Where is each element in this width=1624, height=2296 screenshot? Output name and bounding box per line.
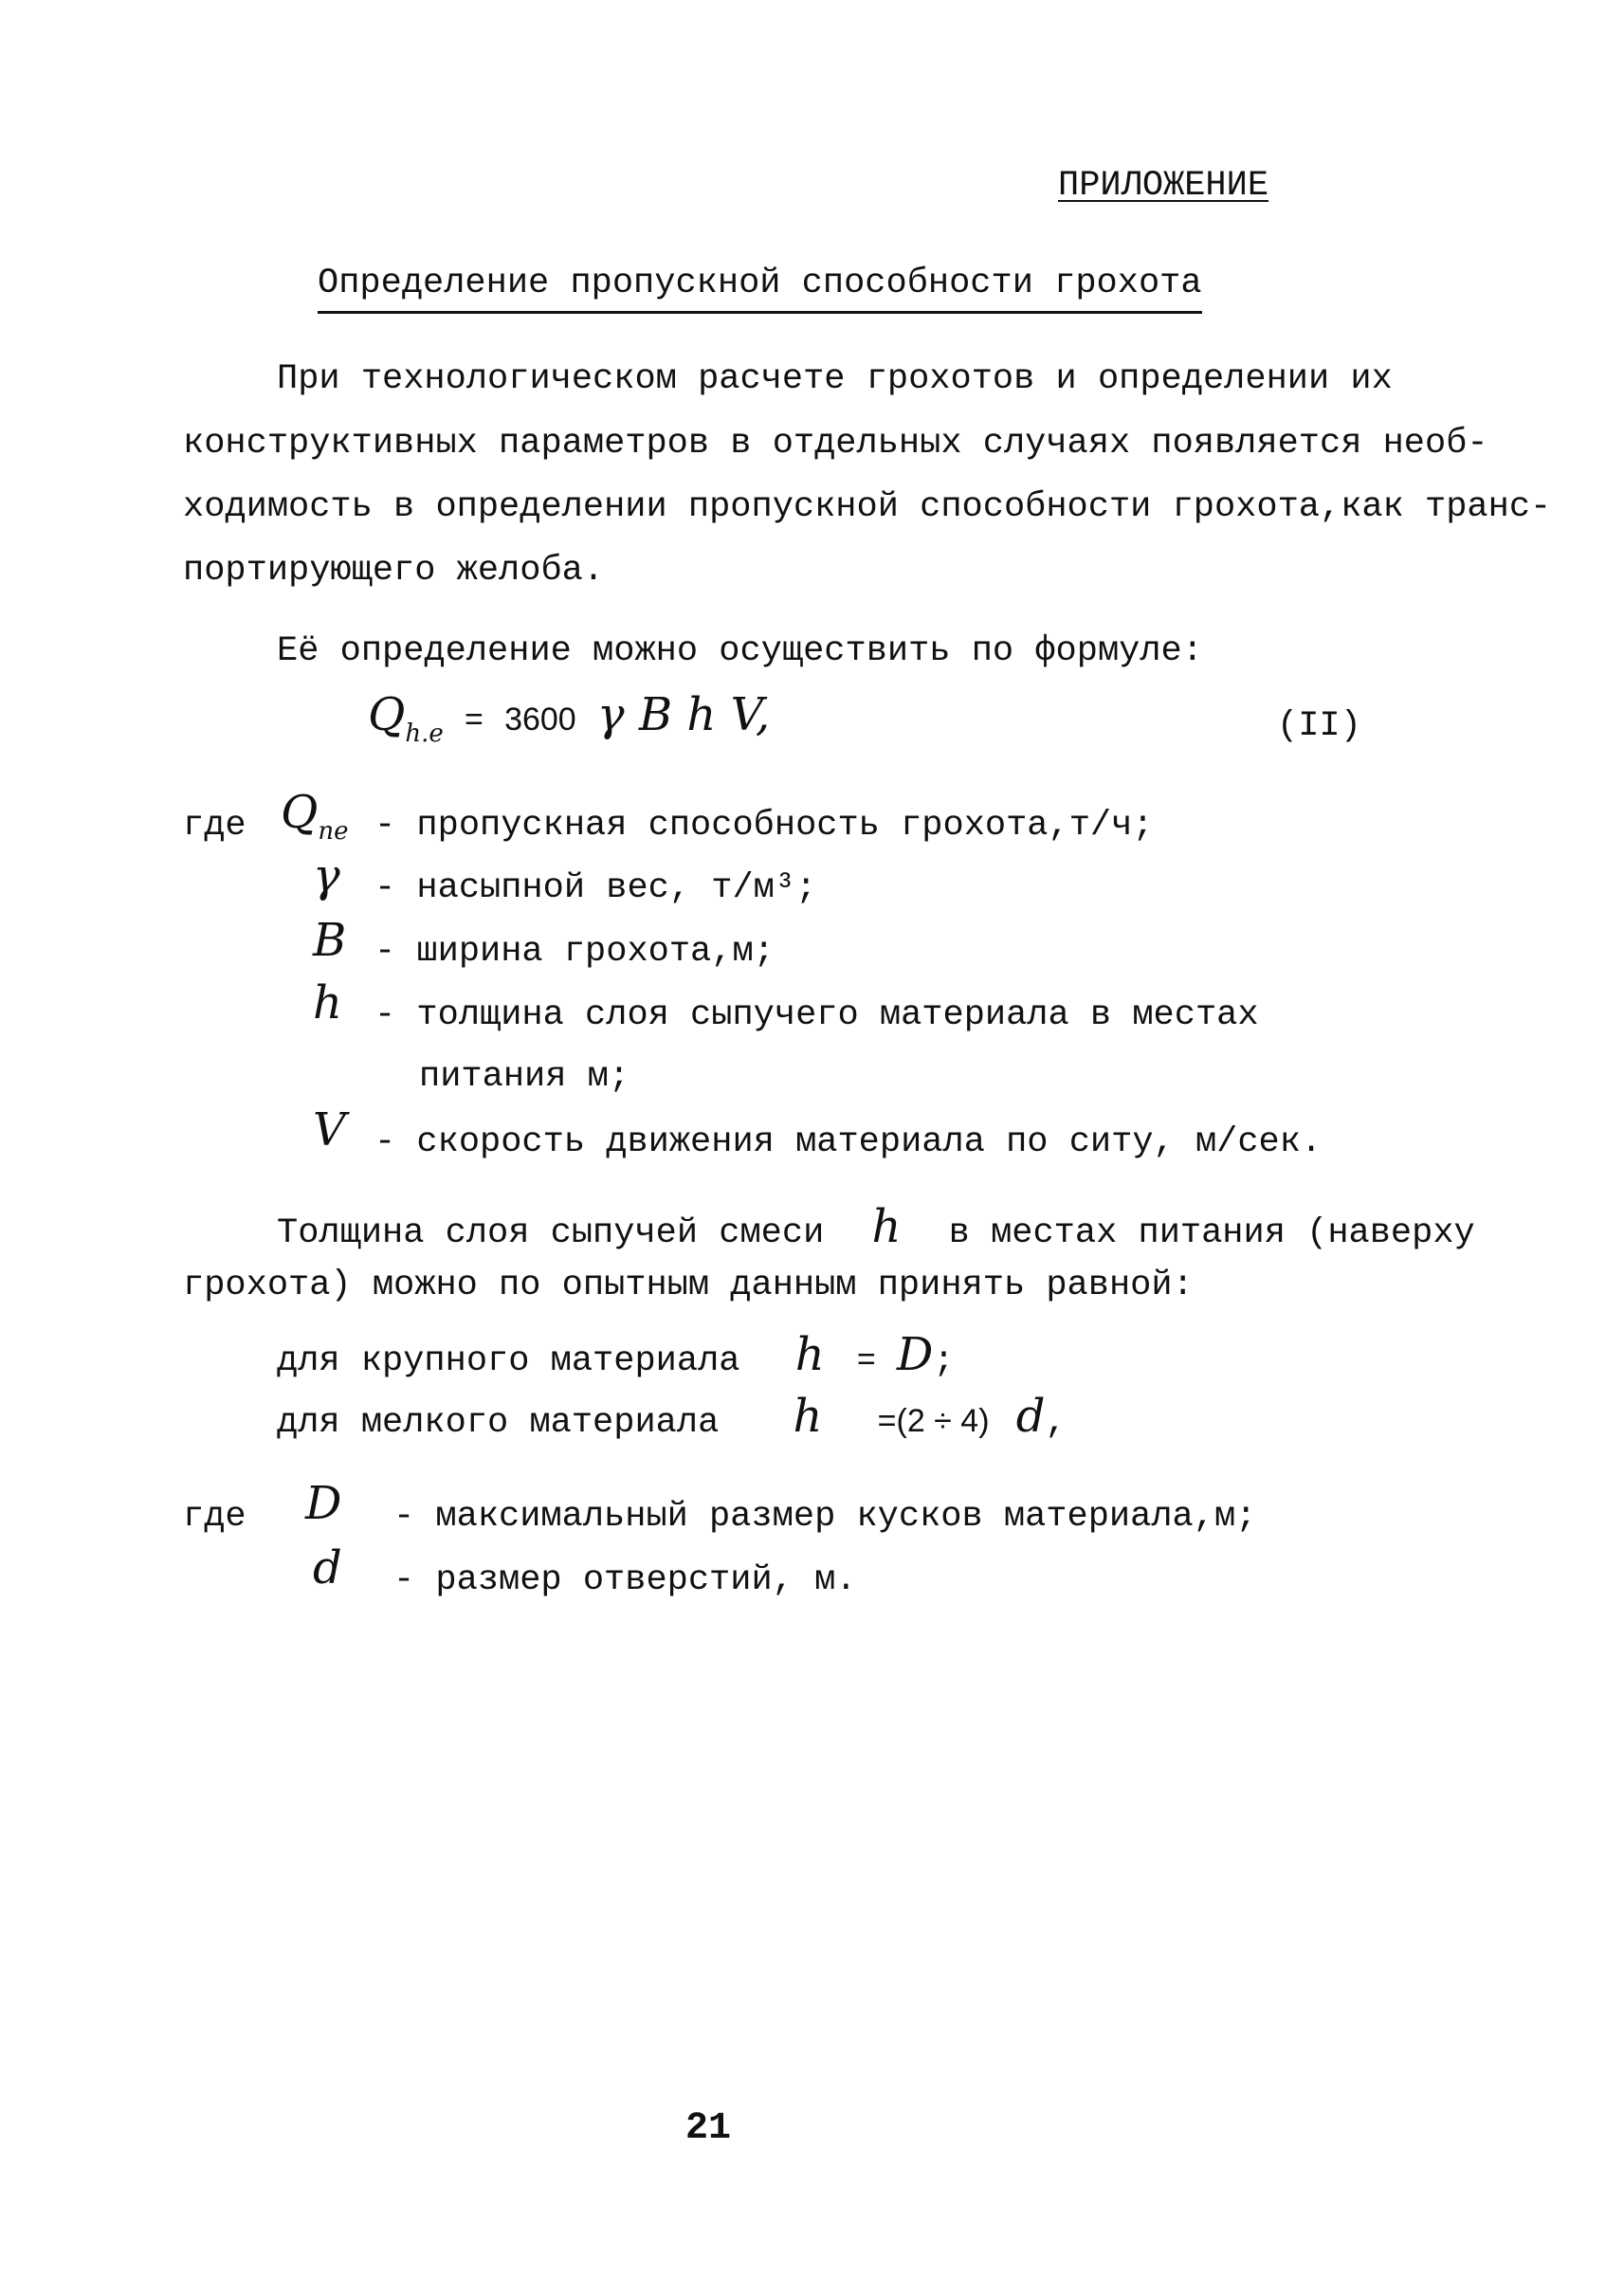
fine-value: d xyxy=(1015,1390,1046,1443)
formula-comma: , xyxy=(755,688,771,741)
layer-line-1 xyxy=(277,1200,1475,1253)
def-text-b: - ширина грохота,м; xyxy=(374,932,775,972)
def-symbol-b: B xyxy=(313,914,347,967)
def-text-gamma: - насыпной вес, т/м³; xyxy=(374,868,817,908)
formula-lhs-subscript: h.e xyxy=(405,720,444,748)
fine-end: , xyxy=(1045,1403,1067,1443)
def2-text-d-max: - максимальный размер кусков материала,м; xyxy=(393,1497,1257,1537)
def-symbol-h: h xyxy=(313,976,342,1030)
def-symbol-gamma: γ xyxy=(313,849,340,902)
layer-line-2: грохота) можно по опытным данным принять равной: xyxy=(183,1266,1194,1305)
def-symbol-v: V xyxy=(313,1103,346,1157)
coarse-label: для крупного материала xyxy=(277,1341,740,1381)
formula-intro: Её определение можно осуществить по формуле: xyxy=(277,631,1203,671)
def2-symbol-d-hole: d xyxy=(313,1541,342,1594)
def-text-q: - пропускная способность грохота,т/ч; xyxy=(374,806,1154,846)
layer-line-1-symbol: h xyxy=(871,1200,902,1253)
intro-line-1: При технологическом расчете грохотов и определении их xyxy=(277,359,1393,399)
formula-lhs-symbol: Q xyxy=(368,688,406,741)
coarse-value: D xyxy=(896,1328,934,1381)
fine-label: для мелкого материала xyxy=(277,1403,720,1443)
formula-number: (II) xyxy=(1277,706,1361,746)
def-text-h: - толщина слоя сыпучего материала в местах xyxy=(374,995,1259,1035)
intro-line-2: конструктивных параметров в отдельных случаях появляется необ- xyxy=(183,424,1488,464)
coarse-end: ; xyxy=(933,1341,955,1381)
coarse-equals: = xyxy=(856,1341,876,1377)
appendix-label: ПРИЛОЖЕНИЕ xyxy=(1058,166,1269,206)
fine-equals: =(2 ÷ 4) xyxy=(877,1403,990,1439)
coarse-symbol: h xyxy=(794,1328,825,1381)
fine-symbol: h xyxy=(793,1390,823,1443)
def2-symbol-d-max: D xyxy=(305,1477,342,1530)
intro-line-4: портирующего желоба. xyxy=(183,551,605,591)
formula-equals: = xyxy=(464,702,484,738)
fine-material-line xyxy=(277,1390,1067,1443)
formula-variables: γ B h V xyxy=(596,688,756,741)
def-text-v: - скорость движения материала по ситу, м/сек. xyxy=(374,1122,1323,1162)
def-symbol-q xyxy=(281,786,349,846)
def-symbol-q-main: Q xyxy=(281,786,319,839)
formula-constant: 3600 xyxy=(504,702,576,738)
where-label-1: где xyxy=(183,806,246,846)
main-formula xyxy=(368,688,771,748)
page-number: 21 xyxy=(685,2107,732,2150)
def2-text-d-hole: - размер отверстий, м. xyxy=(393,1560,857,1600)
intro-line-3: ходимость в определении пропускной способности грохота,как транс- xyxy=(183,487,1552,527)
layer-line-1-start: Толщина слоя сыпучей смеси xyxy=(277,1213,825,1253)
layer-line-1-end: в местах питания (наверху xyxy=(948,1213,1475,1253)
def-symbol-q-subscript: ne xyxy=(318,817,349,846)
def-text-h-continuation: питания м; xyxy=(419,1057,630,1097)
where-label-2: где xyxy=(183,1497,246,1537)
page-title: Определение пропускной способности грохота xyxy=(318,266,1202,314)
coarse-material-line xyxy=(277,1328,955,1381)
